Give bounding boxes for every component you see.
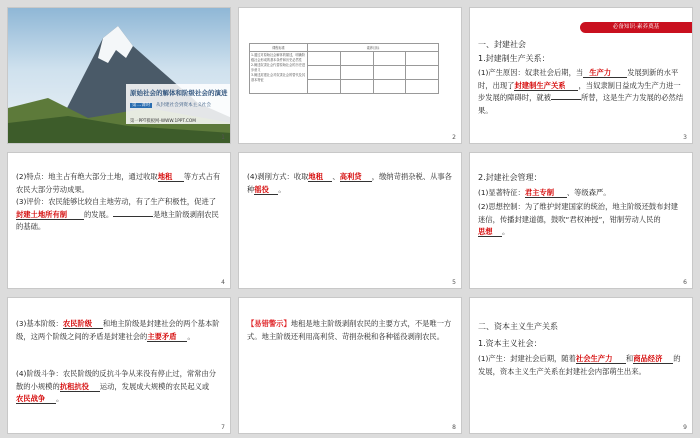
- answer-blank: [633, 354, 673, 364]
- answer-blank: [147, 332, 187, 342]
- table-header-standard: 课程标准: [250, 44, 308, 52]
- answer-feudal-relations: 封建制生产关系: [514, 80, 566, 90]
- subsection-heading: 1.封建制生产关系：: [478, 54, 550, 63]
- slide-number: 6: [683, 279, 687, 286]
- answer-blank: [16, 210, 84, 220]
- answer-peasant-class: 农民阶级: [62, 319, 93, 328]
- answer-land-ownership: 封建土地所有制: [16, 209, 68, 219]
- slide-thumbnail-1[interactable]: [7, 7, 231, 144]
- answer-corvee: 徭役: [254, 184, 269, 194]
- subtitle-row: [130, 102, 211, 108]
- answer-rent: 地租: [308, 172, 324, 181]
- paragraph-classes: (3)基本阶级：农民阶级 和地主阶级是封建社会的两个基本阶级，这两个阶级之间的矛盾是封建社会的主要矛盾 。: [16, 319, 220, 341]
- answer-main-contradiction: 主要矛盾: [147, 331, 177, 341]
- answer-blank: [551, 99, 581, 100]
- answer-thought: 思想: [478, 227, 493, 236]
- answer-resistance: 抗租抗役: [59, 381, 89, 391]
- paragraph-exploitation: (4)剥削方式：收取地租 、高利贷 ，缴纳苛捐杂税、从事各种徭役 。: [247, 172, 452, 194]
- slide-number: 8: [452, 424, 456, 431]
- table-cell-standards: 1.通过对原始社会解体的描述，明确阶级社会形成的基本条件和历史必然性 2.阐述奴隶社会代替原始社会的历史进步意义 3.阐述封建社会对奴隶社会的替代及其基本特征: [250, 52, 308, 94]
- slide-thumbnail-6[interactable]: [469, 152, 693, 289]
- slide-thumbnail-8[interactable]: [238, 297, 462, 434]
- answer-blank: [514, 81, 578, 91]
- paragraph-evaluation: (3)评价：农民能够比较自主地劳动，有了生产积极性，促进了封建土地所有制 的发展。 是地主阶级剥削农民的基础。: [16, 197, 219, 231]
- deck-title: 原始社会的解体和阶级社会的演进: [130, 89, 228, 97]
- slide-number: 2: [452, 134, 456, 141]
- lesson-tag: 第二课时: [132, 103, 151, 108]
- slide-number: 5: [452, 279, 456, 286]
- answer-peasant-war: 农民战争: [16, 394, 46, 403]
- paragraph-features: (2)特点：地主占有绝大部分土地，通过收取地租 等方式占有农民大部分劳动成果。: [16, 172, 221, 194]
- answer-blank: [16, 394, 56, 404]
- answer-commodity-economy: 商品经济: [633, 354, 663, 363]
- answer-blank: [478, 227, 502, 237]
- footer-watermark: 第一PPT模板网-WWW.1PPT.COM: [130, 119, 196, 124]
- answer-blank: [340, 172, 372, 182]
- section-heading: 一、封建社会: [478, 40, 526, 49]
- standards-table: [249, 43, 439, 94]
- answer-blank: [63, 319, 103, 329]
- answer-blank: [525, 188, 567, 198]
- answer-blank: [60, 382, 100, 392]
- slide-thumbnail-9[interactable]: [469, 297, 693, 434]
- answer-autocracy: 君主专制: [524, 188, 555, 197]
- answer-blank: [158, 172, 184, 182]
- answer-blank: [113, 216, 153, 217]
- slide-thumbnail-7[interactable]: [7, 297, 231, 434]
- section-badge: 必备知识·素养奠基: [580, 22, 692, 33]
- answer-social-productivity: 社会生产力: [575, 354, 613, 363]
- paragraph-struggle: (4)阶级斗争：农民阶级的反抗斗争从来没有停止过，常常由分散的小规模的抗租抗役 运动，发展成大规模的农民起义或农民战争 。: [16, 369, 217, 403]
- answer-productivity: 生产力: [589, 68, 612, 77]
- slide-number: 4: [221, 279, 225, 286]
- subsection-heading: 1.资本主义社会：: [478, 339, 542, 348]
- paragraph-warning: 【易错警示】地租是地主阶级剥削农民的主要方式，不是唯一方式。地主阶级还利用高利贷、苛捐杂税和各种徭役剥削农民。: [247, 319, 452, 341]
- paragraph-origin: (1)产生原因：奴隶社会后期，当 生产力 发展到新的水平时，出现了封建制生产关系 ，当奴隶制日益成为生产力进一步发展的障碍时，就被 所替，这是生产力发展的必然结果。: [478, 68, 684, 115]
- answer-blank: [308, 172, 332, 182]
- answer-rent: 地租: [157, 172, 173, 181]
- slide-number: 3: [683, 134, 687, 141]
- answer-blank: [576, 354, 626, 364]
- slide-thumbnail-2[interactable]: [238, 7, 462, 144]
- answer-usury: 高利贷: [339, 172, 362, 181]
- section-heading: 二、资本主义生产关系: [478, 322, 558, 331]
- paragraph-thought-control: (2)思想控制：为了维护封建国家的统治，地主阶级还鼓布封建迷信，传播封建道德，鼓吹“君权神授”，钳制劳动人民的思想 。: [478, 202, 679, 236]
- slide-thumbnail-5[interactable]: [238, 152, 462, 289]
- slide-number: 1: [221, 134, 225, 141]
- lesson-subtitle: 从封建社会到资本主义社会: [155, 103, 211, 108]
- slide-thumbnail-4[interactable]: [7, 152, 231, 289]
- answer-blank: [254, 185, 278, 195]
- slide-thumbnail-3[interactable]: [469, 7, 693, 144]
- warning-label: 【易错警示】: [247, 319, 291, 328]
- paragraph-emergence: (1)产生：封建社会后期，随着社会生产力 和商品经济 的发展，资本主义生产关系在封建社会内部萌生出来。: [478, 354, 681, 376]
- slide-number: 9: [683, 424, 687, 431]
- answer-blank: [583, 68, 627, 78]
- paragraph-feature: (1)显著特征：君主专制 、等级森严。: [478, 188, 611, 197]
- subsection-heading: 2.封建社会管理：: [478, 173, 542, 182]
- slide-number: 7: [221, 424, 225, 431]
- table-header-goal: 素养目标: [308, 44, 439, 52]
